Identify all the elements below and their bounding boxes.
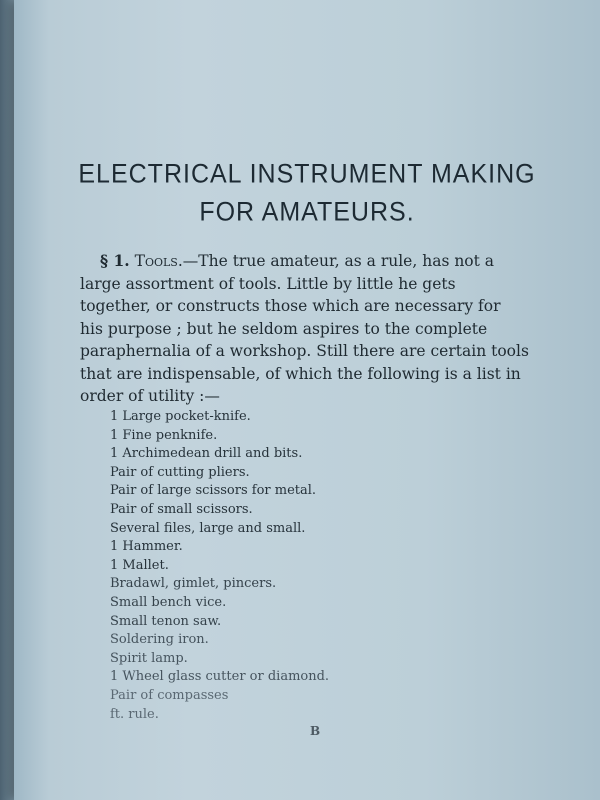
list-item: 1 Hammer. <box>110 539 183 555</box>
list-item: Pair of compasses <box>110 687 229 703</box>
list-item: Small bench vice. <box>110 594 227 610</box>
list-item: Pair of small scissors. <box>110 501 253 517</box>
paragraph-line <box>80 250 548 273</box>
list-item: 1 Large pocket-knife. <box>110 409 251 424</box>
paragraph-line-text: —The true amateur, as a rule, has not a <box>182 252 495 270</box>
paragraph-line: together, or constructs those which are necessary for <box>80 297 501 315</box>
section-number: § 1. <box>100 251 130 270</box>
page-title-line-1: ELECTRICAL INSTRUMENT MAKING <box>78 158 536 190</box>
list-item: Pair of cutting pliers. <box>110 464 250 480</box>
page-title-line-2: FOR AMATEURS. <box>199 196 415 228</box>
list-item: Bradawl, gimlet, pincers. <box>110 576 277 592</box>
book-spine-shadow <box>0 0 14 800</box>
section-heading: Tools. <box>134 252 183 270</box>
list-item: ft. rule. <box>110 706 159 722</box>
paragraph-line: paraphernalia of a workshop. Still there are certain tools <box>80 342 529 360</box>
signature-mark: B <box>310 724 321 738</box>
list-item: 1 Wheel glass cutter or diamond. <box>110 669 330 685</box>
list-item: 1 Fine penknife. <box>110 427 218 443</box>
paragraph-line: large assortment of tools. Little by little he gets <box>80 274 456 293</box>
list-item: Spirit lamp. <box>110 650 188 666</box>
paragraph-line: order of utility :— <box>80 387 220 405</box>
book-page <box>14 0 600 800</box>
paragraph-line: that are indispensable, of which the following is a list in <box>80 364 521 383</box>
tools-paragraph <box>80 250 548 408</box>
paragraph-line: his purpose ; but he seldom aspires to the complete <box>80 319 488 338</box>
list-item: 1 Mallet. <box>110 557 169 573</box>
list-item: Soldering iron. <box>110 632 209 648</box>
tools-list <box>110 408 510 724</box>
list-item: Pair of large scissors for metal. <box>110 483 317 499</box>
list-item: 1 Archimedean drill and bits. <box>110 446 303 462</box>
list-item: Small tenon saw. <box>110 613 222 629</box>
list-item: Several files, large and small. <box>110 520 306 536</box>
